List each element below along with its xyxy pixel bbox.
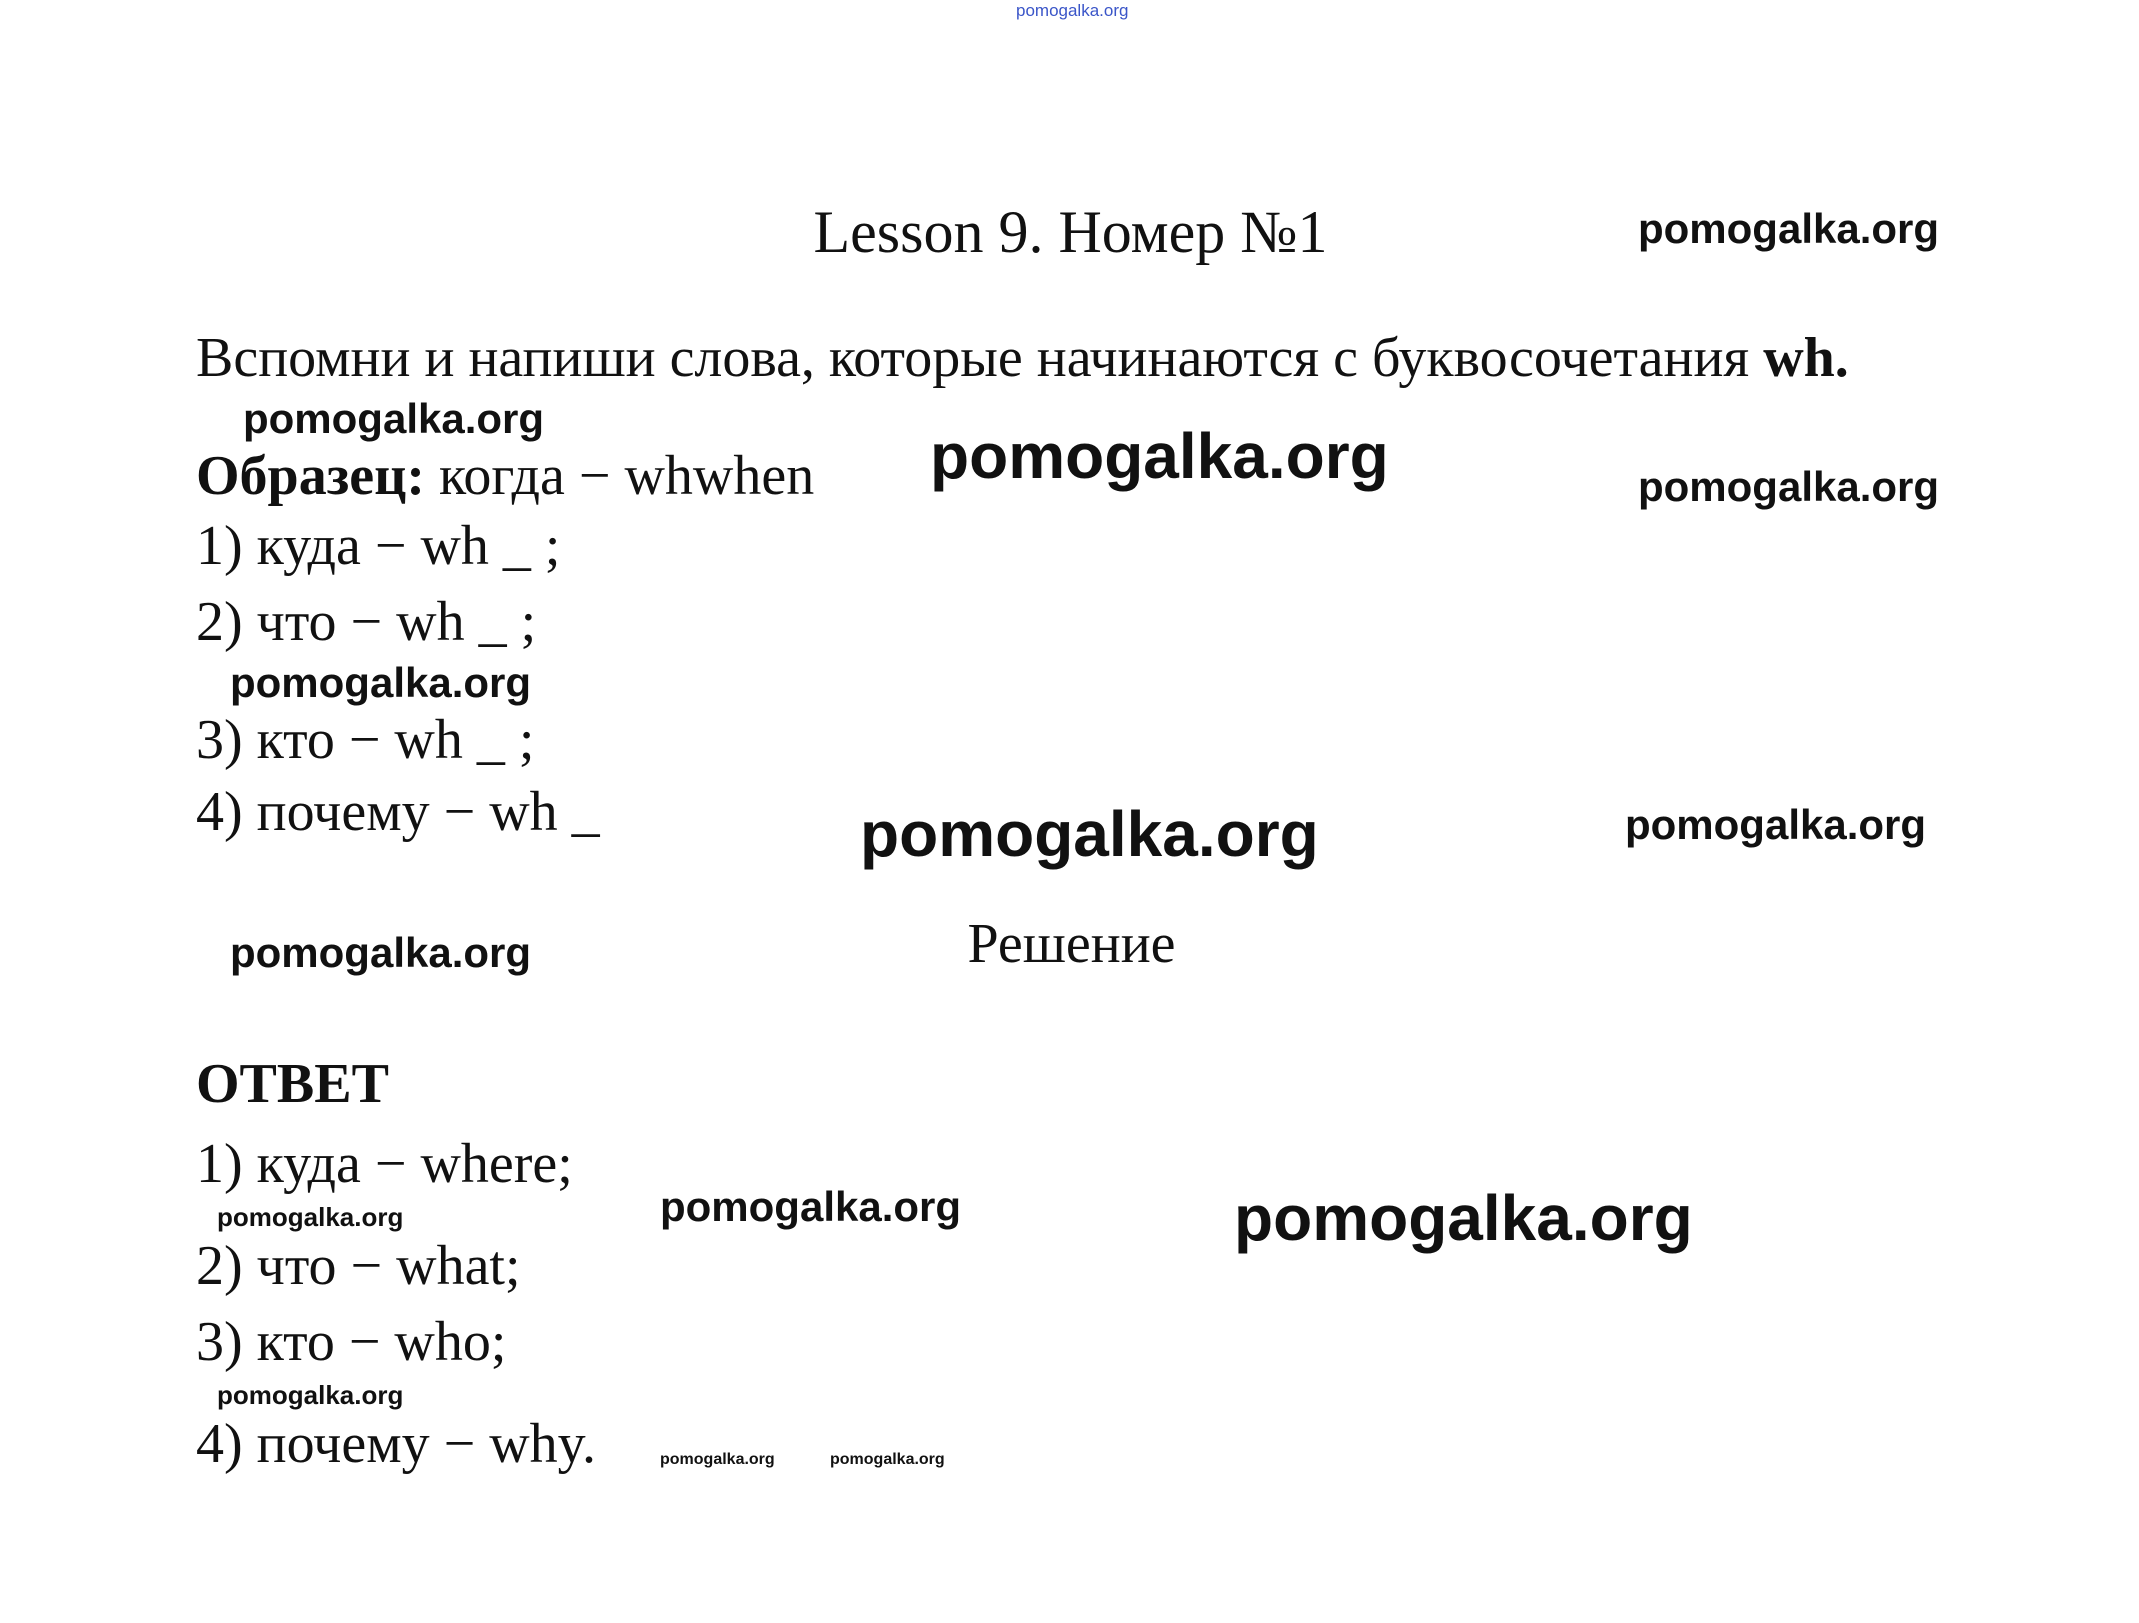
watermark: pomogalka.org <box>217 1202 404 1232</box>
task-item: 4) почему − wh _ <box>196 781 600 843</box>
task-item: 3) кто − wh _ ; <box>196 709 535 771</box>
watermark: pomogalka.org <box>230 929 532 976</box>
watermark: pomogalka.org <box>660 1183 962 1230</box>
watermark: pomogalka.org <box>243 395 545 442</box>
solution-heading-text: Решение <box>967 913 1176 975</box>
title-text: Lesson 9. Номер №1 <box>813 199 1328 265</box>
answer-item: 3) кто − who; <box>196 1311 507 1373</box>
watermark: pomogalka.org <box>1625 801 1927 848</box>
watermark: pomogalka.org <box>1638 463 1940 510</box>
answer-item: 2) что − what; <box>196 1235 521 1297</box>
watermark: pomogalka.org <box>860 798 1319 870</box>
watermark: pomogalka.org <box>1234 1182 1693 1254</box>
watermark: pomogalka.org <box>230 659 532 706</box>
task-sample <box>196 445 815 507</box>
header-watermark[interactable]: pomogalka.org <box>1016 1 1129 20</box>
answer-heading: ОТВЕТ <box>196 1053 389 1115</box>
instruction-bold: wh. <box>1763 327 1849 389</box>
watermark: pomogalka.org <box>660 1451 775 1468</box>
task-item: 2) что − wh _ ; <box>196 591 537 653</box>
task-item: 1) куда − wh _ ; <box>196 515 561 577</box>
instruction-text: Вспомни и напиши слова, которые начинаются с буквосочетания <box>196 327 1750 389</box>
answer-item: 1) куда − where; <box>196 1133 573 1195</box>
answer-item: 4) почему − why. <box>196 1413 597 1475</box>
watermark: pomogalka.org <box>1638 205 1940 252</box>
task-instruction <box>196 327 1849 389</box>
watermark: pomogalka.org <box>930 420 1389 492</box>
watermark: pomogalka.org <box>217 1380 404 1410</box>
sample-label: Образец: <box>196 445 425 507</box>
sample-text: когда − whwhen <box>438 445 815 507</box>
watermark: pomogalka.org <box>830 1451 945 1468</box>
